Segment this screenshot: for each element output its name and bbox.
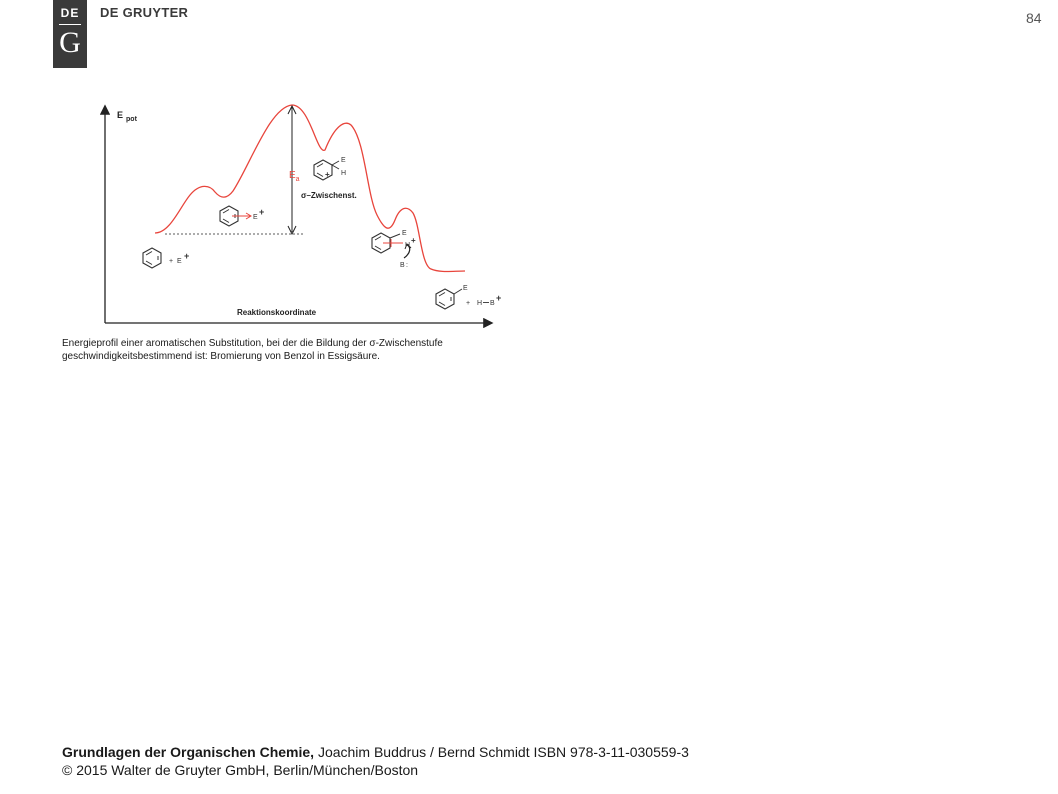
product-base: B [490, 300, 495, 307]
logo-bottom-text: G [59, 26, 81, 59]
footer-book-title: Grundlagen der Organischen Chemie, [62, 744, 315, 760]
product-electrophile: E [463, 285, 468, 292]
reactant-electrophile: E [177, 258, 182, 265]
product-charge: + [496, 293, 502, 303]
publisher-name: DE GRUYTER [100, 5, 189, 20]
footer-citation [62, 743, 689, 761]
figure-caption [62, 337, 540, 363]
x-axis-label: Reaktionskoordinate [237, 308, 317, 317]
sigma-complex-hydrogen: H [341, 170, 347, 177]
energy-curve [155, 105, 465, 272]
logo-top-text: DE [60, 6, 80, 20]
pi-complex-structure [220, 206, 251, 226]
energy-profile-figure [55, 95, 545, 375]
product-plus: + [466, 300, 471, 307]
footer-authors-isbn: Joachim Buddrus / Bernd Schmidt ISBN 978-3-11-030559-3 [314, 744, 689, 760]
caption-line-2: geschwindigkeitsbestimmend ist: Bromierung von Benzol in Essigsäure. [62, 351, 380, 362]
logo-divider [59, 24, 81, 25]
footer-copyright: © 2015 Walter de Gruyter GmbH, Berlin/München/Boston [62, 762, 419, 778]
pi-complex-electrophile: E [253, 214, 258, 221]
deprotonation-electrophile: E [402, 230, 407, 237]
sigma-complex-charge: + [325, 170, 330, 179]
y-axis-label: E $_{pot}$ [117, 110, 137, 123]
page-footer [62, 743, 689, 779]
reactant-electrophile-charge: + [184, 251, 190, 261]
product-hydrogen: H [477, 300, 483, 307]
caption-line-1: Energieprofil einer aromatischen Substitution, bei der die Bildung der σ-Zwischenstufe [62, 338, 443, 349]
energy-profile-diagram [55, 95, 545, 375]
publisher-logo [53, 0, 87, 68]
sigma-complex-electrophile: E [341, 157, 346, 164]
sigma-intermediate-label: σ–Zwischenst. [301, 191, 357, 200]
product-structure [436, 289, 462, 309]
deprotonation-hydrogen: H [405, 242, 411, 249]
deprotonation-charge: + [411, 236, 416, 245]
pi-complex-charge: + [259, 207, 265, 217]
reactant-benzene-structure [143, 248, 161, 268]
activation-energy-label: $E_a$ [289, 170, 300, 183]
page-number: 84 [1026, 10, 1042, 26]
deprotonation-base-dots: : [406, 262, 408, 269]
reactant-plus: + [169, 258, 174, 265]
deprotonation-base: B [400, 262, 405, 269]
